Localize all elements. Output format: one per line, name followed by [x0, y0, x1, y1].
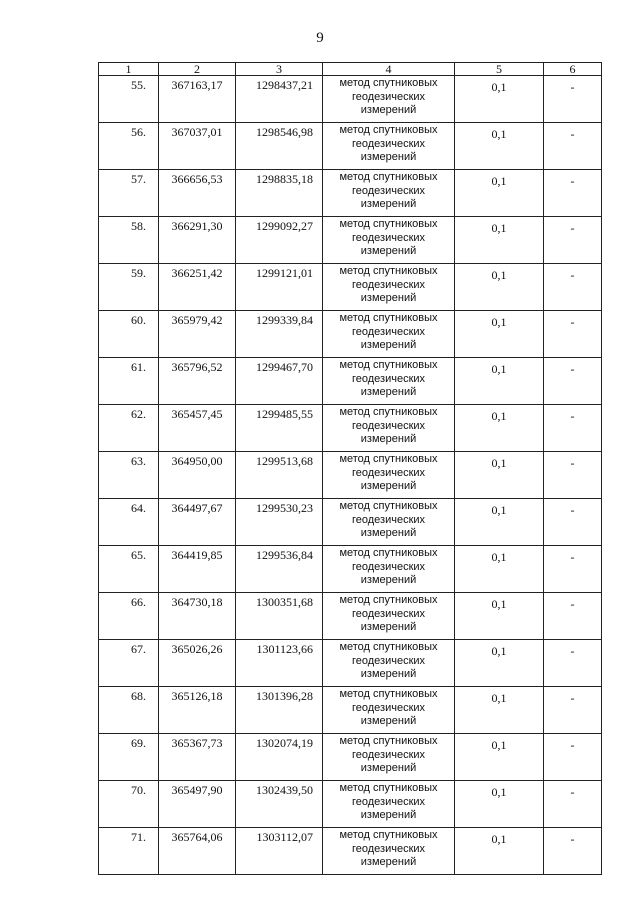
method-cell: метод спутниковых геодезических измерений [323, 76, 455, 123]
method-cell: метод спутниковых геодезических измерений [323, 781, 455, 828]
table-row [99, 311, 602, 358]
note-cell: - [544, 640, 602, 687]
accuracy-cell: 0,1 [455, 546, 544, 593]
accuracy-cell: 0,1 [455, 170, 544, 217]
point-number-cell: 55. [99, 76, 159, 123]
note-cell: - [544, 546, 602, 593]
y-coordinate-cell: 1299530,23 [236, 499, 323, 546]
point-number-cell: 61. [99, 358, 159, 405]
method-cell: метод спутниковых геодезических измерений [323, 828, 455, 875]
method-cell: метод спутниковых геодезических измерений [323, 217, 455, 264]
table-row [99, 828, 602, 875]
note-cell: - [544, 499, 602, 546]
header-row [99, 63, 602, 76]
accuracy-cell: 0,1 [455, 76, 544, 123]
x-coordinate-cell: 365367,73 [159, 734, 236, 781]
accuracy-cell: 0,1 [455, 217, 544, 264]
method-cell: метод спутниковых геодезических измерений [323, 546, 455, 593]
x-coordinate-cell: 365796,52 [159, 358, 236, 405]
note-cell: - [544, 358, 602, 405]
x-coordinate-cell: 365126,18 [159, 687, 236, 734]
x-coordinate-cell: 364497,67 [159, 499, 236, 546]
method-cell: метод спутниковых геодезических измерений [323, 264, 455, 311]
column-header-5: 5 [455, 63, 544, 76]
y-coordinate-cell: 1299339,84 [236, 311, 323, 358]
table-row [99, 593, 602, 640]
accuracy-cell: 0,1 [455, 640, 544, 687]
x-coordinate-cell: 365764,06 [159, 828, 236, 875]
accuracy-cell: 0,1 [455, 358, 544, 405]
y-coordinate-cell: 1302074,19 [236, 734, 323, 781]
note-cell: - [544, 405, 602, 452]
point-number-cell: 68. [99, 687, 159, 734]
point-number-cell: 71. [99, 828, 159, 875]
note-cell: - [544, 76, 602, 123]
y-coordinate-cell: 1301123,66 [236, 640, 323, 687]
y-coordinate-cell: 1299485,55 [236, 405, 323, 452]
table-row [99, 405, 602, 452]
method-cell: метод спутниковых геодезических измерений [323, 687, 455, 734]
accuracy-cell: 0,1 [455, 781, 544, 828]
x-coordinate-cell: 365979,42 [159, 311, 236, 358]
table-row [99, 358, 602, 405]
method-cell: метод спутниковых геодезических измерений [323, 405, 455, 452]
x-coordinate-cell: 366291,30 [159, 217, 236, 264]
point-number-cell: 69. [99, 734, 159, 781]
accuracy-cell: 0,1 [455, 593, 544, 640]
y-coordinate-cell: 1299121,01 [236, 264, 323, 311]
note-cell: - [544, 781, 602, 828]
column-header-4: 4 [323, 63, 455, 76]
table-row [99, 452, 602, 499]
accuracy-cell: 0,1 [455, 687, 544, 734]
method-cell: метод спутниковых геодезических измерений [323, 734, 455, 781]
method-cell: метод спутниковых геодезических измерений [323, 452, 455, 499]
y-coordinate-cell: 1298437,21 [236, 76, 323, 123]
y-coordinate-cell: 1299092,27 [236, 217, 323, 264]
accuracy-cell: 0,1 [455, 734, 544, 781]
accuracy-cell: 0,1 [455, 264, 544, 311]
note-cell: - [544, 311, 602, 358]
point-number-cell: 60. [99, 311, 159, 358]
x-coordinate-cell: 364950,00 [159, 452, 236, 499]
note-cell: - [544, 452, 602, 499]
point-number-cell: 59. [99, 264, 159, 311]
y-coordinate-cell: 1298835,18 [236, 170, 323, 217]
accuracy-cell: 0,1 [455, 499, 544, 546]
table-row [99, 687, 602, 734]
point-number-cell: 65. [99, 546, 159, 593]
point-number-cell: 63. [99, 452, 159, 499]
y-coordinate-cell: 1299467,70 [236, 358, 323, 405]
note-cell: - [544, 593, 602, 640]
y-coordinate-cell: 1299513,68 [236, 452, 323, 499]
page-number: 9 [316, 30, 324, 46]
note-cell: - [544, 687, 602, 734]
method-cell: метод спутниковых геодезических измерений [323, 640, 455, 687]
y-coordinate-cell: 1302439,50 [236, 781, 323, 828]
x-coordinate-cell: 366656,53 [159, 170, 236, 217]
accuracy-cell: 0,1 [455, 405, 544, 452]
table-row [99, 546, 602, 593]
table-row [99, 217, 602, 264]
note-cell: - [544, 828, 602, 875]
method-cell: метод спутниковых геодезических измерений [323, 170, 455, 217]
point-number-cell: 62. [99, 405, 159, 452]
x-coordinate-cell: 364730,18 [159, 593, 236, 640]
point-number-cell: 70. [99, 781, 159, 828]
y-coordinate-cell: 1303112,07 [236, 828, 323, 875]
x-coordinate-cell: 367037,01 [159, 123, 236, 170]
coordinates-table [98, 62, 602, 875]
table-row [99, 123, 602, 170]
column-header-1: 1 [99, 63, 159, 76]
method-cell: метод спутниковых геодезических измерений [323, 358, 455, 405]
note-cell: - [544, 217, 602, 264]
point-number-cell: 56. [99, 123, 159, 170]
table-row [99, 264, 602, 311]
method-cell: метод спутниковых геодезических измерений [323, 311, 455, 358]
method-cell: метод спутниковых геодезических измерений [323, 499, 455, 546]
point-number-cell: 57. [99, 170, 159, 217]
accuracy-cell: 0,1 [455, 311, 544, 358]
note-cell: - [544, 123, 602, 170]
table-row [99, 76, 602, 123]
x-coordinate-cell: 365457,45 [159, 405, 236, 452]
point-number-cell: 66. [99, 593, 159, 640]
y-coordinate-cell: 1299536,84 [236, 546, 323, 593]
column-header-3: 3 [236, 63, 323, 76]
x-coordinate-cell: 366251,42 [159, 264, 236, 311]
y-coordinate-cell: 1300351,68 [236, 593, 323, 640]
y-coordinate-cell: 1301396,28 [236, 687, 323, 734]
x-coordinate-cell: 365497,90 [159, 781, 236, 828]
y-coordinate-cell: 1298546,98 [236, 123, 323, 170]
accuracy-cell: 0,1 [455, 123, 544, 170]
point-number-cell: 64. [99, 499, 159, 546]
accuracy-cell: 0,1 [455, 828, 544, 875]
note-cell: - [544, 734, 602, 781]
column-header-6: 6 [544, 63, 602, 76]
table-row [99, 781, 602, 828]
x-coordinate-cell: 365026,26 [159, 640, 236, 687]
point-number-cell: 58. [99, 217, 159, 264]
table-row [99, 640, 602, 687]
x-coordinate-cell: 364419,85 [159, 546, 236, 593]
column-header-2: 2 [159, 63, 236, 76]
table-row [99, 499, 602, 546]
note-cell: - [544, 264, 602, 311]
accuracy-cell: 0,1 [455, 452, 544, 499]
method-cell: метод спутниковых геодезических измерений [323, 593, 455, 640]
note-cell: - [544, 170, 602, 217]
x-coordinate-cell: 367163,17 [159, 76, 236, 123]
table-row [99, 734, 602, 781]
method-cell: метод спутниковых геодезических измерений [323, 123, 455, 170]
point-number-cell: 67. [99, 640, 159, 687]
table-row [99, 170, 602, 217]
